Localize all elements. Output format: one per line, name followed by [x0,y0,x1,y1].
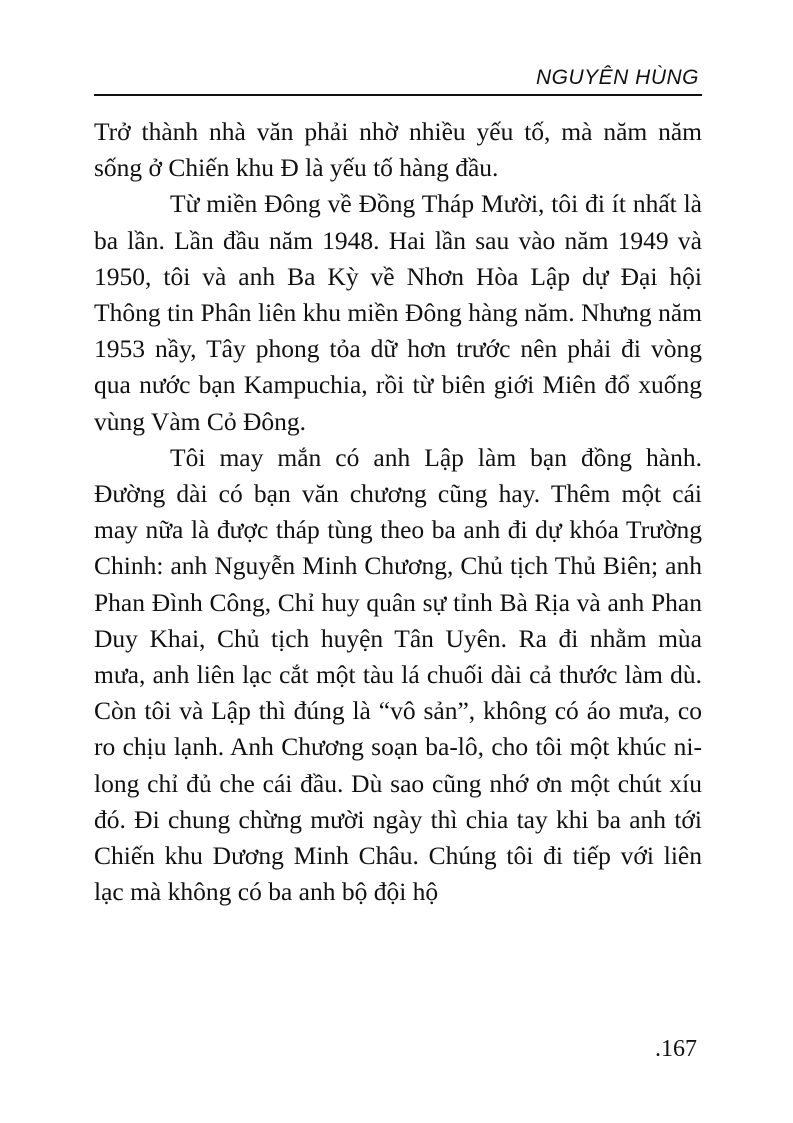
paragraph-3: Tôi may mắn có anh Lập làm bạn đồng hành. Đường dài có bạn văn chương cũng hay. Thêm một cái may nữa là được tháp tùng theo ba anh đi dự khóa Trường Chinh: anh Nguyễn Minh Chương, Chủ tịch Thủ Biên; anh Phan Đình Công, Chỉ huy quân sự tỉnh Bà Rịa và anh Phan Duy Khai, Chủ tịch huyện Tân Uyên. Ra đi nhằm mùa mưa, anh liên lạc cắt một tàu lá chuối dài cả thước làm dù. Còn tôi và Lập thì đúng là “vô sản”, không có áo mưa, co ro chịu lạnh. Anh Chương soạn ba-lô, cho tôi một khúc ni-long chỉ đủ che cái đầu. Dù sao cũng nhớ ơn một chút xíu đó. Đi chung chừng mười ngày thì chia tay khi ba anh tới Chiến khu Dương Minh Châu. Chúng tôi đi tiếp với liên lạc mà không có ba anh bộ đội hộ [94,442,702,907]
header-rule [94,94,702,96]
paragraph-1: Trở thành nhà văn phải nhờ nhiều yếu tố, mà năm năm sống ở Chiến khu Đ là yếu tố hàng đầu. [94,117,702,183]
page-number: .167 [655,1036,697,1062]
running-header [0,0,793,100]
paragraph-2: Từ miền Đông về Đồng Tháp Mười, tôi đi ít nhất là ba lần. Lần đầu năm 1948. Hai lần sau vào năm 1949 và 1950, tôi và anh Ba Kỳ về Nhơn Hòa Lập dự Đại hội Thông tin Phân liên khu miền Đông hàng năm. Nhưng năm 1953 nầy, Tây phong tỏa dữ hơn trước nên phải đi vòng qua nước bạn Kampuchia, rồi từ biên giới Miên đổ xuống vùng Vàm Cỏ Đông. [94,189,702,436]
running-head-author: NGUYÊN HÙNG [535,66,699,89]
page-body [94,114,702,910]
